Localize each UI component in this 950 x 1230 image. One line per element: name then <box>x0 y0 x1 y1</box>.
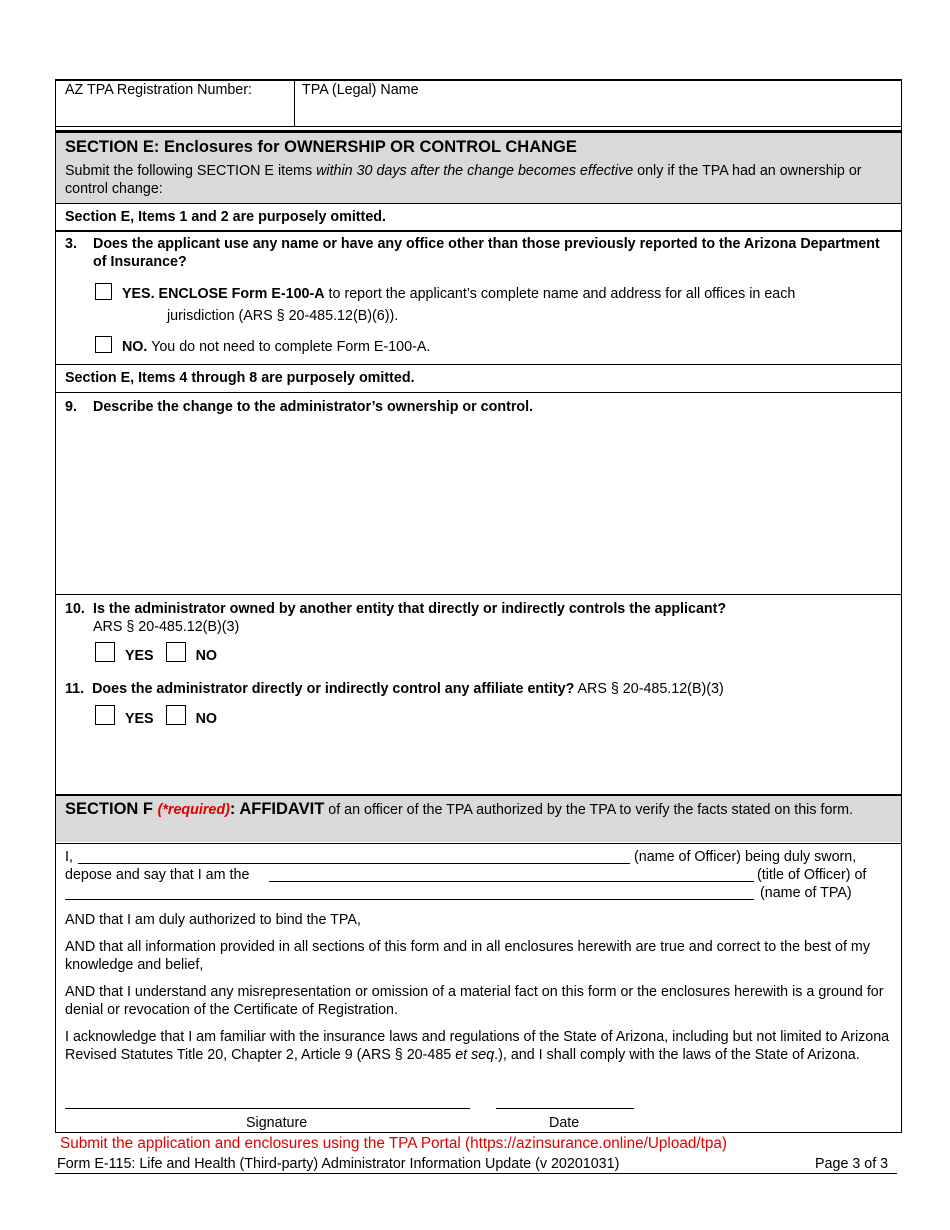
officer-title-field[interactable] <box>269 881 754 882</box>
q3-yes-row <box>95 283 885 303</box>
q3-yes-bold: YES. ENCLOSE Form E-100-A <box>121 286 325 302</box>
section-f-intro: SECTION F (*required): AFFIDAVIT of an officer of the TPA authorized by the TPA to verify the facts stated on this form. <box>65 800 854 818</box>
omit-items-1-2: Section E, Items 1 and 2 are purposely omitted. <box>65 209 386 225</box>
title-line-suffix: (title of Officer) of <box>757 867 867 883</box>
q10-options <box>95 642 217 665</box>
q10-yes-checkbox[interactable] <box>95 642 115 662</box>
q11-number: 11. <box>65 681 85 697</box>
affidavit-label: : AFFIDAVIT <box>229 800 325 818</box>
affidavit-para-4: I acknowledge that I am familiar with the insurance laws and regulations of the State of Arizona, including but not limited to Arizona Revised Statutes Title 20, Chapter 2, Article 9 (ARS § 20-485 et seq.), and I shall comply with the laws of the State of Arizona. <box>65 1029 890 1063</box>
q3-no-text: You do not need to complete Form E-100-A. <box>147 339 431 355</box>
q3-yes-text-2: jurisdiction (ARS § 20-485.12(B)(6)). <box>167 308 399 324</box>
section-e-intro: Submit the following SECTION E items within 30 days after the change becomes effective only if the TPA had an ownership or control change: <box>65 163 862 197</box>
affidavit-para-3: AND that I understand any misrepresentation or omission of a material fact on this form or the enclosures herewith is a ground for denial or revocation of the Certificate of Registration. <box>65 984 884 1018</box>
officer-line-prefix: I, <box>65 849 73 865</box>
q9-number: 9. <box>65 399 77 415</box>
affidavit-para-2: AND that all information provided in all sections of this form and in all enclosures herewith are true and correct to the best of my knowledge and belief, <box>65 939 870 973</box>
q10-number: 10. <box>65 601 85 617</box>
q3-no-checkbox[interactable] <box>95 336 112 353</box>
signature-label: Signature <box>246 1115 308 1131</box>
q11-no-checkbox[interactable] <box>166 705 186 725</box>
officer-name-field[interactable] <box>78 863 630 864</box>
omit-items-4-8: Section E, Items 4 through 8 are purposely omitted. <box>65 370 415 386</box>
tpa-name-field[interactable] <box>65 899 754 900</box>
q3-yes-text: to report the applicant’s complete name and address for all offices in each <box>324 286 796 302</box>
date-label: Date <box>549 1115 580 1131</box>
form-identifier: Form E-115: Life and Health (Third-party) Administrator Information Update (v 20201031) <box>57 1156 620 1172</box>
q11-yes-label: YES <box>124 711 154 727</box>
q3-question: Does the applicant use any name or have any office other than those previously reported to the Arizona Department of Insurance? <box>93 236 880 270</box>
q10-question: Is the administrator owned by another entity that directly or indirectly controls the applicant? <box>93 601 727 617</box>
q3-no-bold: NO. <box>121 339 148 355</box>
officer-line-suffix: (name of Officer) being duly sworn, <box>634 849 857 865</box>
q3-yes-checkbox[interactable] <box>95 283 112 300</box>
affidavit-para-1: AND that I am duly authorized to bind the TPA, <box>65 912 361 928</box>
q10-reference: ARS § 20-485.12(B)(3) <box>93 619 240 635</box>
q3-no-row <box>95 336 430 356</box>
page-number: Page 3 of 3 <box>815 1156 889 1172</box>
q10-no-label: NO <box>195 648 218 664</box>
required-marker: (*required) <box>157 802 230 818</box>
title-line-prefix: depose and say that I am the <box>65 867 250 883</box>
section-e-title: SECTION E: Enclosures for OWNERSHIP OR CONTROL CHANGE <box>65 138 577 156</box>
q11-yes-checkbox[interactable] <box>95 705 115 725</box>
q11-options <box>95 705 217 728</box>
tpa-name-label: TPA (Legal) Name <box>302 82 419 98</box>
registration-number-label: AZ TPA Registration Number: <box>65 82 252 98</box>
q11-no-label: NO <box>195 711 218 727</box>
q9-answer-area[interactable] <box>60 420 896 590</box>
submit-note: Submit the application and enclosures using the TPA Portal (https://azinsurance.online/Upload/tpa) <box>60 1135 727 1152</box>
section-f-title: SECTION F <box>65 800 158 818</box>
q9-question: Describe the change to the administrator’s ownership or control. <box>93 399 534 415</box>
signature-field[interactable] <box>65 1108 470 1109</box>
date-field[interactable] <box>496 1108 634 1109</box>
q10-no-checkbox[interactable] <box>166 642 186 662</box>
q11-row <box>65 680 724 698</box>
q3-number: 3. <box>65 236 77 252</box>
q10-yes-label: YES <box>124 648 154 664</box>
q11-question: Does the administrator directly or indirectly control any affiliate entity? <box>92 681 575 697</box>
tpa-line-suffix: (name of TPA) <box>760 885 852 901</box>
q11-reference: ARS § 20-485.12(B)(3) <box>574 681 724 697</box>
